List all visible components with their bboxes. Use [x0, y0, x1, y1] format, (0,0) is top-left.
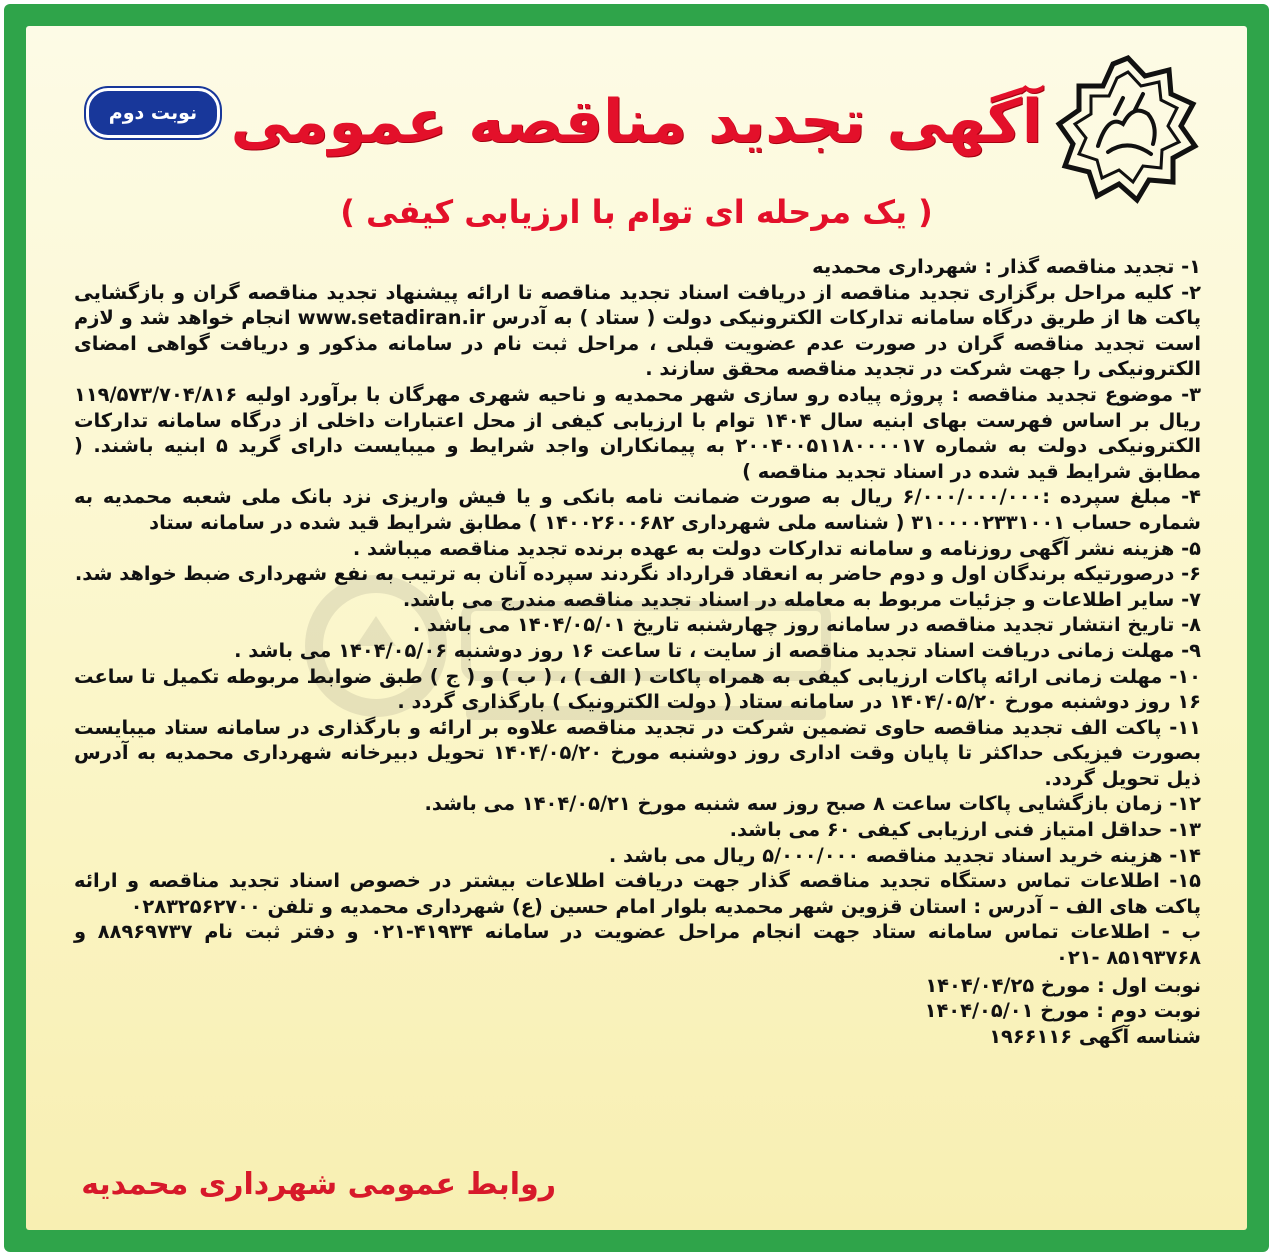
ad-body — [74, 254, 1201, 1049]
ad-subtitle: ( یک مرحله ای توام با ارزیابی کیفی ) — [340, 193, 933, 231]
ad-item: ۱۱- پاکت الف تجدید مناقصه حاوی تضمین شرکت در تجدید مناقصه علاوه بر ارائه و بارگذاری در سامانه ستاد میبایست بصورت فیزیکی حداکثر تا پایان وقت اداری روز دوشنبه مورخ ۱۴۰۴/۰۵/۲۰ تحویل دبیرخانه شهرداری محمدیه به آدرس ذیل تحویل گردد. — [74, 715, 1201, 790]
ad-item: ۲- کلیه مراحل برگزاری تجدید مناقصه از دریافت اسناد تجدید مناقصه تا ارائه پیشنهاد تجدید مناقصه گران و بازگشایی پاکت ها از طریق درگاه سامانه تدارکات الکترونیکی دولت ( ستاد ) به آدرس www.setadiran.ir انجام خواهد شد و لازم است تجدید مناقصه گران در صورت عدم عضویت قبلی ، مراحل ثبت نام در سامانه مذکور و دریافت گواهی امضای الکترونیکی را جهت شرکت در تجدید مناقصه محقق سازند . — [74, 280, 1201, 381]
ad-item: ۱- تجدید مناقصه گذار : شهرداری محمدیه — [812, 255, 1201, 278]
ad-item: ۶- درصورتیکه برندگان اول و دوم حاضر به انعقاد قرارداد نگردند سپرده آنان به ترتیب به نفع شهرداری ضبط خواهد شد. — [74, 562, 1201, 586]
ad-item: ۹- مهلت زمانی دریافت اسناد تجدید مناقصه از سایت ، تا ساعت ۱۶ روز دوشنبه ۱۴۰۴/۰۵/۰۶ می باشد . — [234, 638, 1201, 662]
ad-id: شناسه آگهی ۱۹۶۶۱۱۶ — [989, 1024, 1201, 1048]
notice-badge: نوبت دوم — [86, 88, 220, 138]
ad-item: ۱۴- هزینه خرید اسناد تجدید مناقصه ۵/۰۰۰/۰۰۰ ریال می باشد . — [608, 843, 1201, 867]
ad-title: آگهی تجدید مناقصه عمومی — [230, 87, 1043, 157]
ad-item: ۵- هزینه نشر آگهی روزنامه و سامانه تدارکات دولت به عهده برنده تجدید مناقصه میباشد . — [352, 536, 1201, 560]
ad-item: ۸- تاریخ انتشار تجدید مناقصه در سامانه روز چهارشنبه تاریخ ۱۴۰۴/۰۵/۰۱ می باشد . — [412, 613, 1201, 637]
ad-frame — [4, 4, 1269, 1252]
ad-item: ۴- مبلغ سپرده :۶/۰۰۰/۰۰۰/۰۰۰ ریال به صورت ضمانت نامه بانکی و یا فیش واریزی نزد بانک ملی شعبه محمدیه به شماره حساب ۳۱۰۰۰۰۲۳۳۱۰۰۱ ( شناسه ملی شهرداری ۱۴۰۰۲۶۰۰۶۸۲ ) مطابق شرایط قید شده در سامانه ستاد — [74, 485, 1201, 534]
publication-info — [74, 973, 1201, 1050]
ad-item: ۱۰- مهلت زمانی ارائه پاکات ارزیابی کیفی به همراه پاکات ( الف ) ، ( ب ) و ( ج ) طبق ضوابط مربوطه تکمیل تا ساعت ۱۶ روز دوشنبه مورخ ۱۴۰۴/۰۵/۲۰ در سامانه ستاد ( دولت الکترونیک ) بارگذاری گردد . — [74, 664, 1201, 714]
first-notice-date: نوبت اول : مورخ ۱۴۰۴/۰۴/۲۵ — [925, 973, 1201, 997]
ad-item: ۷- سایر اطلاعات و جزئیات مربوط به معامله در اسناد تجدید مناقصه مندرج می باشد. — [402, 587, 1201, 611]
second-notice-date: نوبت دوم : مورخ ۱۴۰۴/۰۵/۰۱ — [924, 999, 1201, 1023]
ad-item: ۳- موضوع تجدید مناقصه : پروژه پیاده رو سازی شهر محمدیه و ناحیه شهری مهرگان با برآورد اولیه ۱۱۹/۵۷۳/۷۰۴/۸۱۶ ریال بر اساس فهرست بهای ابنیه سال ۱۴۰۴ توام با ارزیابی کیفی از محل اعتبارات داخلی از درگاه سامانه تدارکات الکترونیکی دولت به شماره ۲۰۰۴۰۰۵۱۱۸۰۰۰۰۱۷ به پیمانکاران واجد شرایط و میبایست دارای گرید ۵ ابنیه باشند. ( مطابق شرایط قید شده در اسناد تجدید مناقصه ) — [74, 382, 1201, 483]
ad-item: ۱۲- زمان بازگشایی پاکات ساعت ۸ صبح روز سه شنبه مورخ ۱۴۰۴/۰۵/۲۱ می باشد. — [424, 792, 1201, 816]
ad-item: ب - اطلاعات تماس سامانه ستاد جهت انجام مراحل عضویت در سامانه ۴۱۹۳۴-۰۲۱ و دفتر ثبت نام ۸۸۹۶۹۷۳۷ و ۸۵۱۹۳۷۶۸ -۰۲۱ — [74, 920, 1202, 970]
signature: روابط عمومی شهرداری محمدیه — [81, 1167, 556, 1202]
ad-item: ۱۵- اطلاعات تماس دستگاه تجدید مناقصه گذار جهت دریافت اطلاعات بیشتر در خصوص اسناد تجدید مناقصه و ارائه پاکت های الف – آدرس : استان قزوین شهر محمدیه بلوار امام حسین (ع) شهرداری محمدیه و تلفن ۰۲۸۳۲۵۶۲۷۰۰ — [74, 869, 1201, 918]
ad-panel — [26, 26, 1247, 1230]
municipality-seal-icon — [1053, 54, 1203, 204]
ad-item: ۱۳- حداقل امتیاز فنی ارزیابی کیفی ۶۰ می باشد. — [729, 818, 1201, 842]
